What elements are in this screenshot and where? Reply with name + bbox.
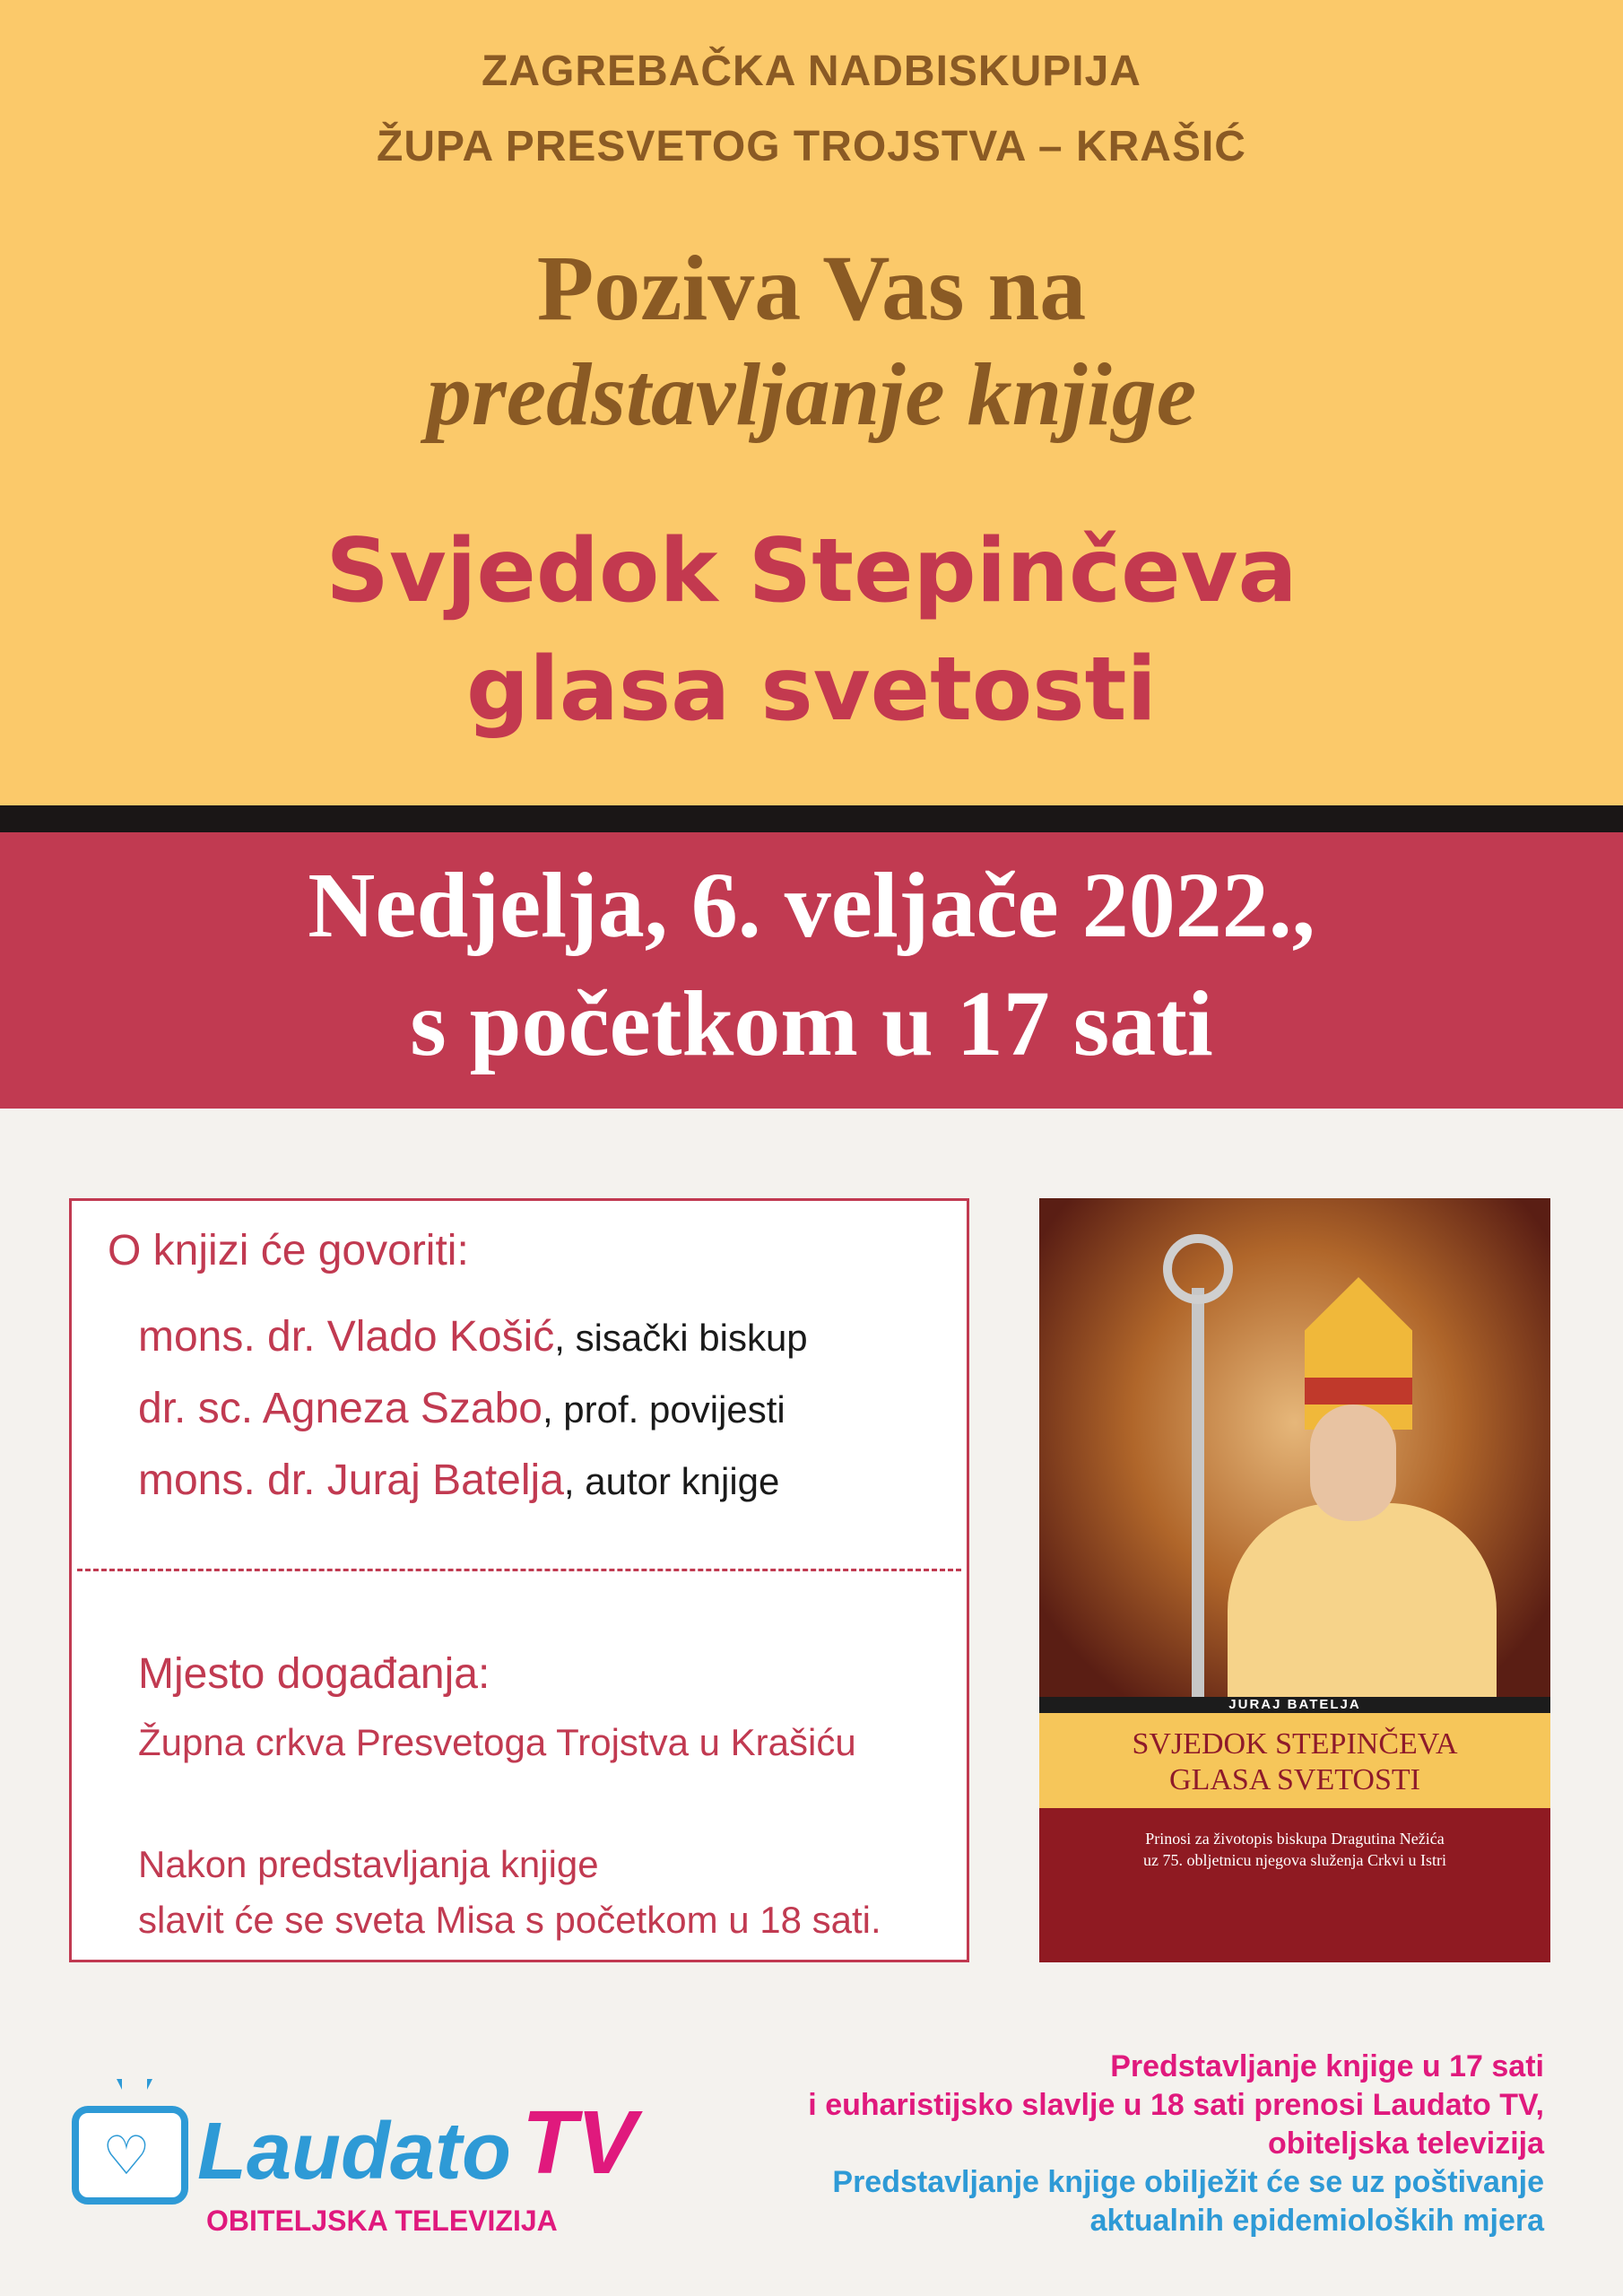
location-place: Župna crkva Presvetoga Trojstva u Krašiću — [138, 1721, 856, 1763]
broadcast-note-line2: i euharistijsko slavlje u 18 sati prenosi Laudato TV, — [808, 2088, 1544, 2122]
cover-title-line1: SVJEDOK STEPINČEVA — [1132, 1727, 1458, 1761]
broadcast-note-line3: obiteljska televizija — [1267, 2126, 1544, 2161]
speaker-item — [138, 1456, 779, 1505]
book-title-line2: glasa svetosti — [465, 639, 1158, 741]
speaker-name: mons. dr. Juraj Batelja — [138, 1457, 564, 1504]
cover-author: JURAJ BATELJA — [1228, 1697, 1361, 1712]
heart-icon: ♡ — [102, 2125, 151, 2187]
divider-bar — [0, 805, 1623, 832]
mass-note-line1: Nakon predstavljanja knjige — [138, 1843, 599, 1885]
bishop-photo — [1039, 1198, 1550, 1697]
book-cover — [1039, 1198, 1550, 1962]
crozier-staff — [1192, 1288, 1204, 1697]
invitation-subline: predstavljanje knjige — [426, 344, 1197, 444]
archdiocese-name: ZAGREBAČKA NADBISKUPIJA — [482, 48, 1141, 95]
speaker-item — [138, 1384, 785, 1433]
speakers-heading: O knjizi će govoriti: — [108, 1227, 469, 1274]
mass-note-line2: slavit će se sveta Misa s početkom u 18 sati. — [138, 1899, 881, 1941]
crozier-head — [1163, 1234, 1233, 1304]
logo-wordmark: Laudato — [197, 2107, 511, 2196]
bishop-face — [1310, 1405, 1396, 1521]
logo-tv-mark: TV — [522, 2092, 637, 2193]
speaker-role: , sisački biskup — [554, 1317, 808, 1359]
speaker-name: dr. sc. Agneza Szabo — [138, 1385, 542, 1432]
event-time: s početkom u 17 sati — [410, 972, 1213, 1075]
parish-name: ŽUPA PRESVETOG TROJSTVA – KRAŠIĆ — [377, 123, 1246, 170]
invitation-line: Poziva Vas na — [536, 237, 1087, 340]
speaker-role: , autor knjige — [563, 1460, 780, 1502]
speaker-role: , prof. povijesti — [542, 1388, 785, 1431]
mitre-band — [1305, 1378, 1412, 1405]
event-date: Nedjelja, 6. veljače 2022., — [308, 854, 1315, 957]
cover-subtitle-line1: Prinosi za životopis biskupa Dragutina Nežića — [1145, 1830, 1445, 1848]
epidemiology-note-line2: aktualnih epidemioloških mjera — [1089, 2204, 1544, 2238]
robe — [1228, 1503, 1497, 1697]
speaker-name: mons. dr. Vlado Košić — [138, 1313, 555, 1361]
info-box — [69, 1198, 969, 1962]
dashed-divider — [77, 1569, 961, 1571]
broadcast-note-line1: Predstavljanje knjige u 17 sati — [1110, 2049, 1544, 2083]
logo-tagline: OBITELJSKA TELEVIZIJA — [206, 2205, 558, 2237]
location-heading: Mjesto događanja: — [138, 1650, 490, 1698]
book-title-line1: Svjedok Stepinčeva — [325, 520, 1298, 622]
laudato-tv-logo — [72, 2079, 646, 2240]
cover-title-line2: GLASA SVETOSTI — [1169, 1763, 1420, 1796]
epidemiology-note-line1: Predstavljanje knjige obilježit će se uz poštivanje — [832, 2165, 1544, 2199]
speaker-item — [138, 1312, 808, 1361]
cover-subtitle-line2: uz 75. obljetnicu njegova služenja Crkvi u Istri — [1143, 1851, 1446, 1869]
